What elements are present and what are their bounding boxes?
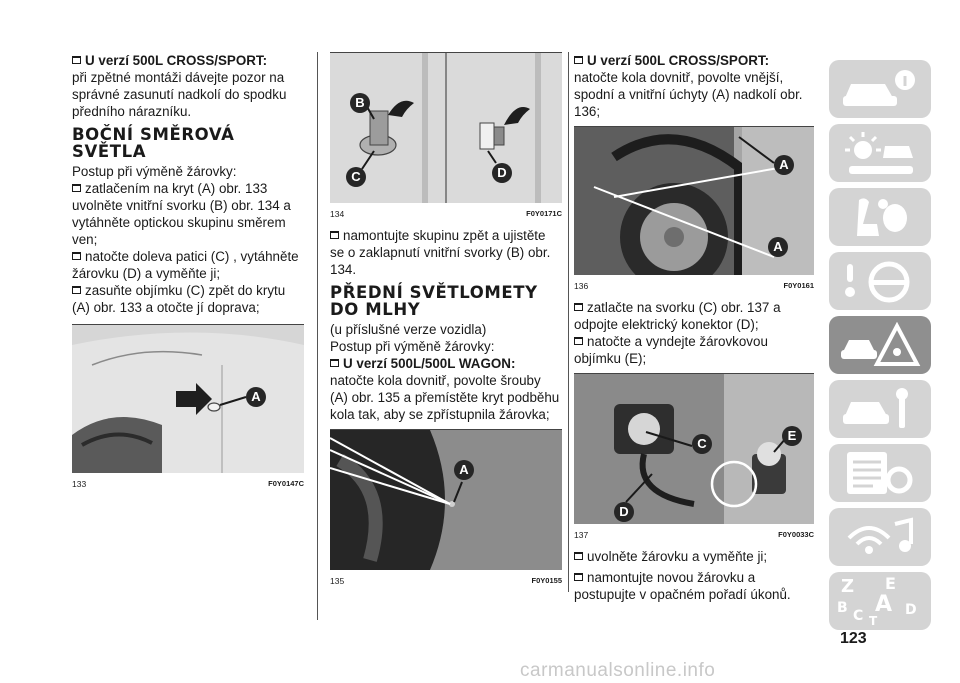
column-3 [574,52,814,603]
checkbox-icon [574,337,583,345]
tab-technical-data[interactable] [829,444,931,502]
page-number: 123 [840,630,867,647]
figure-136 [574,126,814,275]
chapter-tabs [829,60,931,636]
watermark[interactable]: carmanualsonline.info [520,660,716,681]
paragraph: Postup při výměně žárovky: [72,164,237,179]
car-fender-illustration [72,325,304,473]
tab-lights[interactable] [829,124,931,182]
tab-multimedia[interactable] [829,508,931,566]
list-item: namontujte novou žárovku a postupujte v opačném pořadí úkonů. [574,570,791,602]
checkbox-icon [72,252,81,260]
steering-wheel-icon [839,258,921,304]
callout-c: C [692,434,712,454]
list-item-heading: U verzí 500L CROSS/SPORT: [72,52,304,69]
column-divider-2 [568,52,569,592]
checkbox-icon [72,184,81,192]
list-item: natočte a vyndejte žárovkovou objímku (E); [574,334,768,366]
figure-caption: 135 F0Y0155 [330,576,562,586]
paragraph: natočte kola dovnitř, povolte vnější, spodní a vnitřní úchyty (A) nadkolí obr. 136; [574,70,803,119]
list-item-heading: U verzí 500L CROSS/SPORT: [574,52,814,69]
callout-d: D [614,502,634,522]
figure-caption: 136 F0Y0161 [574,281,814,291]
list-item: uvolněte žárovku a vyměňte ji; [574,548,814,565]
spec-sheet-gear-icon [839,450,921,496]
callout-a: A [768,237,788,257]
callout-c: C [346,167,366,187]
callout-a: A [774,155,794,175]
figure-caption: 134 F0Y0171C [330,209,562,219]
warning-triangle-car-icon [839,322,921,368]
lights-icon [839,130,921,176]
list-item: zatlačením na kryt (A) obr. 133 uvolněte vnitřní svorku (B) obr. 134 a vytáhněte optickou skupinu směrem ven; [72,181,291,247]
wheel-arch-screw-illustration [330,430,562,570]
paragraph: při zpětné montáži dávejte pozor na správné zasunutí nadkolí do spodku předního nárazníku. [72,70,287,119]
figure-137 [574,373,814,524]
car-wrench-icon [839,386,921,432]
section-heading-fog-lights: PŘEDNÍ SVĚTLOMETY DO MLHY [330,283,538,319]
callout-b: B [350,93,370,113]
checkbox-icon [72,56,81,64]
figure-caption: 133 F0Y0147C [72,479,304,489]
airbag-seat-icon [839,194,921,240]
tab-emergency[interactable] [829,316,931,374]
column-2 [330,52,562,594]
tab-safety[interactable] [829,188,931,246]
callout-e: E [782,426,802,446]
callout-a: A [454,460,474,480]
checkbox-icon [72,286,81,294]
list-item: natočte doleva patici (C) , vytáhněte žárovku (D) a vyměňte ji; [72,249,299,281]
paragraph: natočte kola dovnitř, povolte šrouby (A) obr. 135 a přemístěte kryt podběhu kola tak, aby se zpřístupnila žárovka; [330,373,560,422]
figure-135 [330,429,562,570]
section-heading-side-lights: BOČNÍ SMĚROVÁ SVĚTLA [72,125,235,161]
paragraph: Postup při výměně žárovky: [330,339,495,354]
figure-134 [330,52,562,203]
figure-133 [72,324,304,473]
list-item: zatlačte na svorku (C) obr. 137 a odpojte elektrický konektor (D); [574,300,781,332]
tab-maintenance[interactable] [829,380,931,438]
tab-index[interactable] [829,572,931,630]
car-info-icon [839,66,921,112]
paragraph: (u příslušné verze vozidla) [330,322,487,337]
checkbox-icon [330,359,339,367]
figure-caption: 137 F0Y0033C [574,530,814,540]
tab-driving[interactable] [829,252,931,310]
checkbox-icon [574,303,583,311]
column-divider-1 [317,52,318,620]
callout-d: D [492,163,512,183]
list-item-heading: U verzí 500L/500L WAGON: [330,355,562,372]
checkbox-icon [574,56,583,64]
list-item: namontujte skupinu zpět a ujistěte se o zaklapnutí vnitřní svorky (B) obr. 134. [330,228,551,277]
tab-car-info[interactable] [829,60,931,118]
checkbox-icon [574,573,583,581]
list-item: zasuňte objímku (C) zpět do krytu (A) obr. 133 a otočte jí doprava; [72,283,286,315]
callout-a: A [246,387,266,407]
column-1 [72,52,304,497]
checkbox-icon [574,552,583,560]
multimedia-icon [839,514,921,560]
index-letters-icon: Z E B A C D T [837,574,917,628]
checkbox-icon [330,231,339,239]
